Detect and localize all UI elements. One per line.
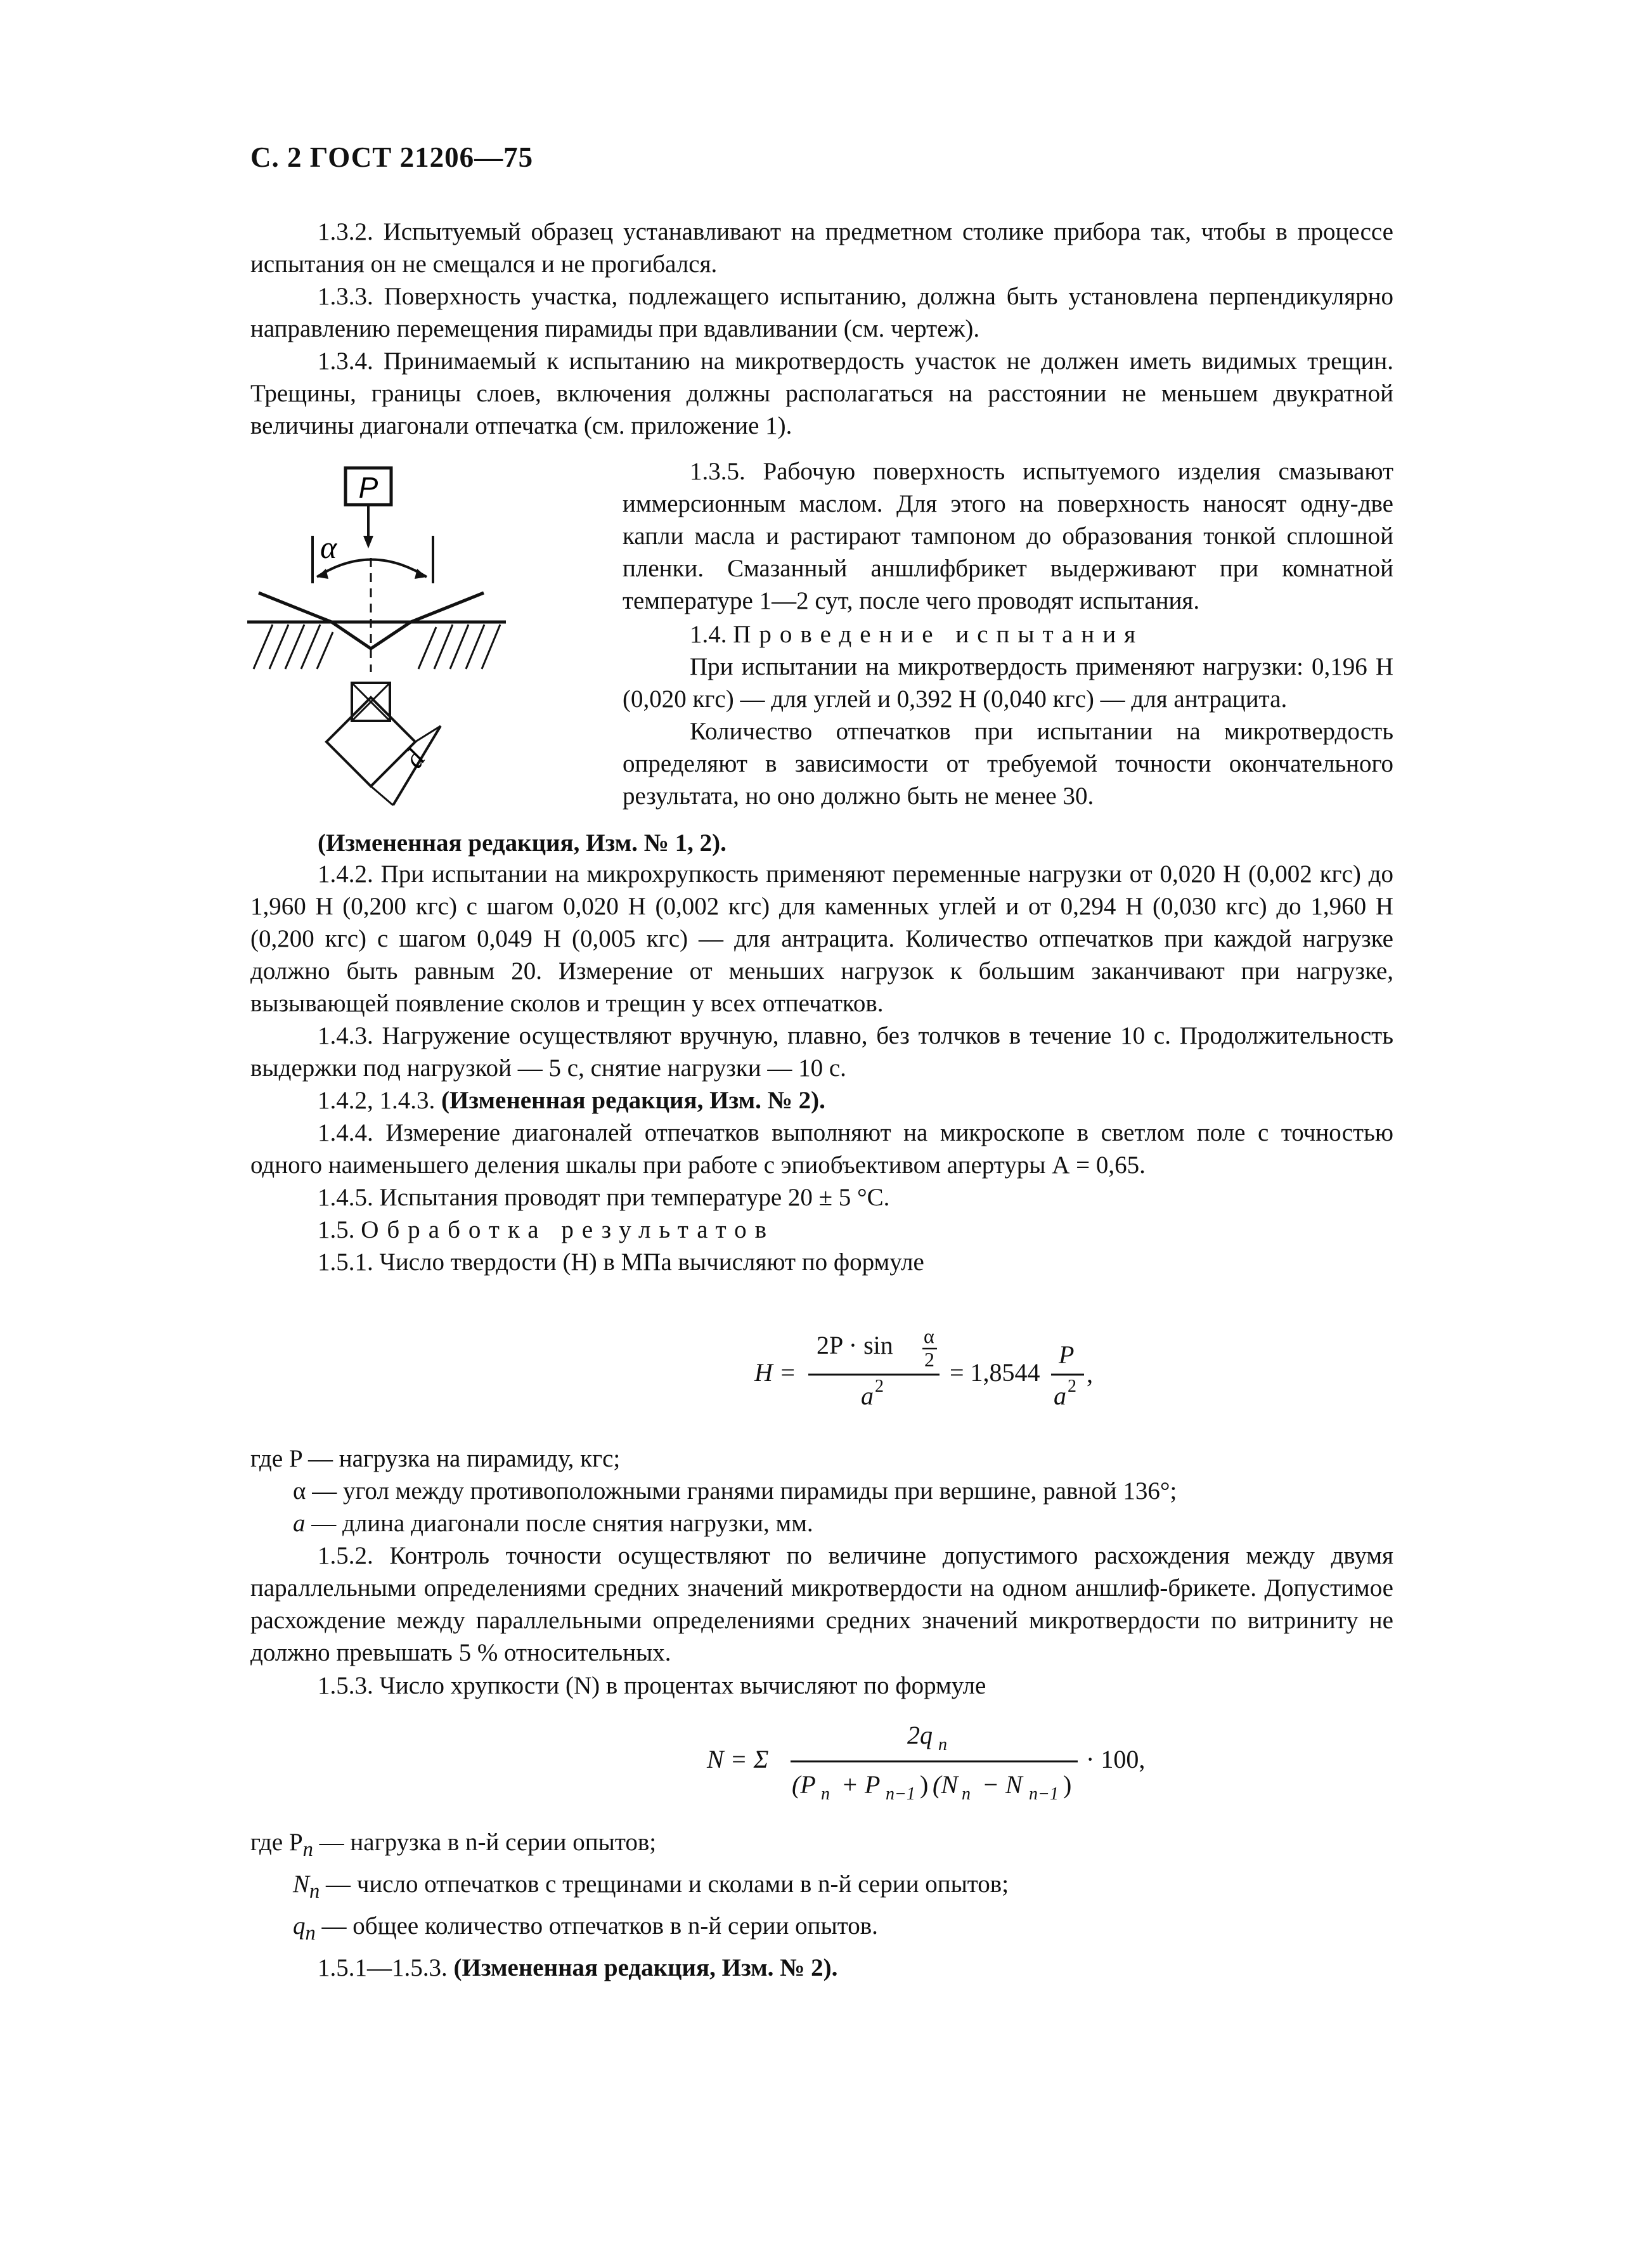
legend-n-qn-symbol: q <box>293 1912 306 1940</box>
formula-h-coefficient: = 1,8544 <box>950 1358 1040 1387</box>
legend-n-qn-desc: — общее количество отпечатков в n-й серии опытов. <box>321 1912 878 1940</box>
formula-h-two: 2 <box>924 1348 934 1371</box>
clause-1-5-3: 1.5.3. Число хрупкости (N) в процентах вычисляют по формуле <box>318 1672 986 1699</box>
angle-label: α <box>320 529 337 565</box>
formula-h-comma: , <box>1087 1359 1093 1388</box>
pyramid-face-right <box>411 593 484 622</box>
legend-h-a <box>293 1507 813 1539</box>
formula-h-numerator: 2P · sin <box>817 1331 893 1359</box>
amendment-2-clauses: 1.4.2, 1.4.3. <box>318 1087 436 1114</box>
legend-n-nn <box>293 1868 1009 1908</box>
legend-n-pn-sub: n <box>302 1837 313 1861</box>
formula-h-a-exp: 2 <box>1068 1377 1076 1396</box>
section-1-4-number: 1.4. <box>690 621 727 648</box>
section-1-5-number: 1.5. <box>318 1216 355 1243</box>
clause-1-4-2: 1.4.2. При испытании на микрохрупкость применяют переменные нагрузки от 0,020 Н (0,002 кгс) до 1,960 Н (0,200 кгс) с шагом 0,020 Н (0,002 кгс) для каменных углей и от 0,294 Н (0,030 кгс) до 1,960 Н (0,200 кгс) с шагом 0,049 Н (0,005 кгс) — для антрацита. Количество отпечатков при каждой нагрузке должно быть равным 20. Измерение от меньших нагрузок к большим заканчивают при нагрузке, вызывающей появление сколов и трещин у всех отпечатков. <box>250 860 1393 1017</box>
formula-h-alpha: α <box>924 1325 934 1347</box>
legend-h-alpha <box>293 1475 1177 1507</box>
load-label: P <box>358 471 378 504</box>
clause-1-4-4: 1.4.4. Измерение диагоналей отпечатков выполняют на микроскопе в светлом поле с точностью одного наименьшего деления шкалы при работе с эпиобъективом апертуры А = 0,65. <box>250 1119 1393 1179</box>
formula-n-numerator-sub: n <box>938 1735 947 1754</box>
section-1-4-heading <box>623 618 1393 651</box>
formula-n-den-close2: ) <box>1063 1770 1072 1799</box>
formula-n-numerator: 2q <box>907 1721 933 1749</box>
formula-n-den-n: (N <box>933 1770 958 1799</box>
clause-1-5-1: 1.5.1. Число твердости (H) в МПа вычисляют по формуле <box>318 1248 924 1276</box>
clause-1-3-4: 1.3.4. Принимаемый к испытанию на микротвердость участок не должен иметь видимых трещин. Трещины, границы слоев, включения должны располагаться на расстоянии не меньшем двукратной величины диагонали отпечатка (см. приложение 1). <box>250 347 1393 439</box>
amendment-note-3 <box>250 1952 1393 1984</box>
legend-h-p-symbol: где P <box>250 1445 302 1472</box>
clause-1-5-2: 1.5.2. Контроль точности осуществляют по величине допустимого расхождения между двумя параллельными определениями средних значений микротвердости на одном аншлиф-брикете. Допустимое расхождение между параллельными определениями средних значений микротвердости по витриниту не должно превышать 5 % относительных. <box>250 1542 1393 1666</box>
formula-brittleness <box>701 1712 1157 1807</box>
formula-n-den-minus: − N <box>982 1770 1023 1799</box>
formula-h-denominator-exp: 2 <box>875 1377 884 1396</box>
formula-n-den-p-sub2: n−1 <box>886 1784 915 1804</box>
legend-h-p <box>250 1442 620 1475</box>
load-arrowhead <box>363 536 373 548</box>
clause-1-3-5: 1.3.5. Рабочую поверхность испытуемого изделия смазывают иммерсионным маслом. Для этого на поверхность наносят одну-две капли масла и растирают тампоном до образования тонкой сплошной пленки. Смазанный аншлифбрикет выдерживают при комнатной температуре 1—2 сут, после чего проводят испытания. <box>623 458 1393 614</box>
legend-n-nn-symbol: N <box>293 1870 310 1898</box>
specimen-hatching <box>254 625 500 669</box>
amendment-note-2 <box>250 1084 1393 1117</box>
clause-1-4-loads: При испытании на микротвердость применяют нагрузки: 0,196 Н (0,020 кгс) — для углей и 0,392 Н (0,040 кгс) — для антрацита. <box>623 653 1393 713</box>
legend-n-nn-sub: n <box>309 1879 320 1903</box>
legend-h-alpha-desc: — угол между противоположными гранями пирамиды при вершине, равной 136°; <box>312 1477 1177 1505</box>
legend-h-p-desc: — нагрузка на пирамиду, кгс; <box>307 1445 621 1472</box>
indentation-diagram <box>247 447 526 812</box>
clause-1-4-3: 1.4.3. Нагружение осуществляют вручную, плавно, без толчков в течение 10 с. Продолжительность выдержки под нагрузкой — 5 с, снятие нагрузки — 10 с. <box>250 1022 1393 1082</box>
formula-n-den-n-sub: n <box>962 1784 971 1804</box>
legend-n-pn-desc: — нагрузка в n-й серии опытов; <box>319 1829 657 1856</box>
formula-h-p: P <box>1059 1340 1075 1369</box>
clause-1-4-count: Количество отпечатков при испытании на микротвердость определяют в зависимости от требуемой точности окончательного результата, но оно должно быть не менее 30. <box>623 718 1393 810</box>
page-header: С. 2 ГОСТ 21206—75 <box>250 141 534 173</box>
clause-1-3-3: 1.3.3. Поверхность участка, подлежащего испытанию, должна быть установлена перпендикулярно направлению перемещения пирамиды при вдавливании (см. чертеж). <box>250 283 1393 342</box>
formula-n-den-p-sub: n <box>821 1784 830 1804</box>
legend-h-a-symbol: a <box>293 1510 306 1537</box>
legend-n-qn-sub: n <box>305 1921 316 1945</box>
formula-n-den-close1: ) <box>920 1770 929 1799</box>
section-1-5-title: Обработка результатов <box>361 1216 775 1243</box>
formula-n-den-p: (P <box>792 1770 816 1799</box>
formula-h-lhs: H = <box>754 1358 796 1387</box>
diagonal-label: d <box>397 744 432 774</box>
formula-h-a: a <box>1054 1382 1066 1410</box>
amendment-3-clauses: 1.5.1—1.5.3. <box>318 1954 448 1981</box>
dim-ext-2 <box>371 786 393 805</box>
clause-1-4-5: 1.4.5. Испытания проводят при температуре 20 ± 5 °С. <box>318 1184 890 1211</box>
impression-plan <box>326 697 415 786</box>
formula-n-den-n-sub2: n−1 <box>1029 1784 1059 1804</box>
legend-n-qn <box>293 1910 878 1950</box>
legend-h-alpha-symbol: α <box>293 1477 306 1505</box>
amendment-2-text: (Измененная редакция, Изм. № 2). <box>441 1087 825 1114</box>
section-1-5-heading <box>250 1214 1393 1246</box>
legend-h-a-desc: — длина диагонали после снятия нагрузки, мм. <box>311 1510 813 1537</box>
legend-n-pn <box>250 1826 656 1866</box>
legend-n-nn-desc: — число отпечатков с трещинами и сколами в n-й серии опытов; <box>326 1870 1009 1898</box>
legend-n-pn-symbol: где P <box>250 1829 303 1856</box>
formula-n-den-plus: + P <box>841 1770 881 1799</box>
clause-1-3-2: 1.3.2. Испытуемый образец устанавливают на предметном столике прибора так, чтобы в процессе испытания он не смещался и не прогибался. <box>250 218 1393 278</box>
amendment-note-1: (Измененная редакция, Изм. № 1, 2). <box>318 829 727 857</box>
section-1-4-title: Проведение испытания <box>733 621 1144 648</box>
formula-h-denominator: a <box>861 1382 874 1410</box>
pyramid-face-left <box>259 593 332 622</box>
amendment-3-text: (Измененная редакция, Изм. № 2). <box>453 1954 838 1981</box>
formula-n-lhs: N = Σ <box>707 1745 769 1773</box>
formula-n-tail: · 100, <box>1086 1745 1146 1773</box>
formula-hardness <box>748 1319 1141 1420</box>
